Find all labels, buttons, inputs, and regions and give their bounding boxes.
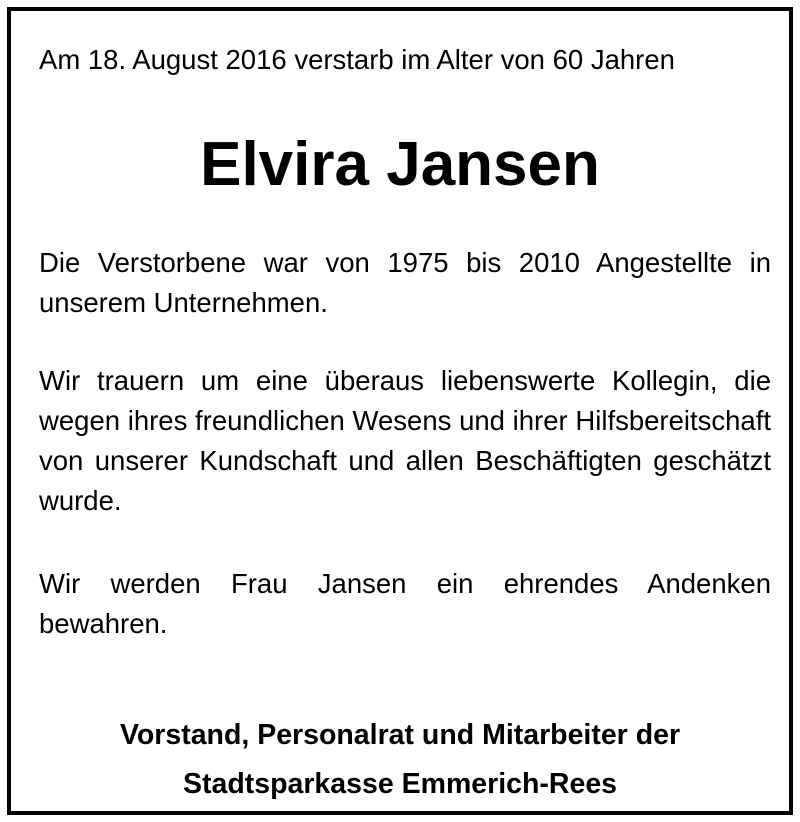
- memory-paragraph: Wir werden Frau Jansen ein ehrendes Andenken bewahren.: [39, 568, 771, 639]
- signature-line-2: Stadtsparkasse Emmerich-Rees: [182, 768, 618, 800]
- obituary-notice: [7, 7, 793, 815]
- signature-line-1: Vorstand, Personalrat und Mitarbeiter der: [119, 719, 681, 751]
- signature-block: [11, 711, 789, 809]
- mourning-paragraph: Wir trauern um eine überaus liebenswerte Kollegin, die wegen ihres freundlichen Wesens und ihrer Hilfsbereitschaft von unserer Kundschaft und allen Beschäftigten geschätzt wurde.: [39, 365, 771, 516]
- deceased-name: Elvira Jansen: [200, 130, 600, 199]
- employment-paragraph: Die Verstorbene war von 1975 bis 2010 Angestellte in unserem Unternehmen.: [39, 247, 771, 318]
- intro-line: Am 18. August 2016 verstarb im Alter von 60 Jahren: [39, 44, 675, 75]
